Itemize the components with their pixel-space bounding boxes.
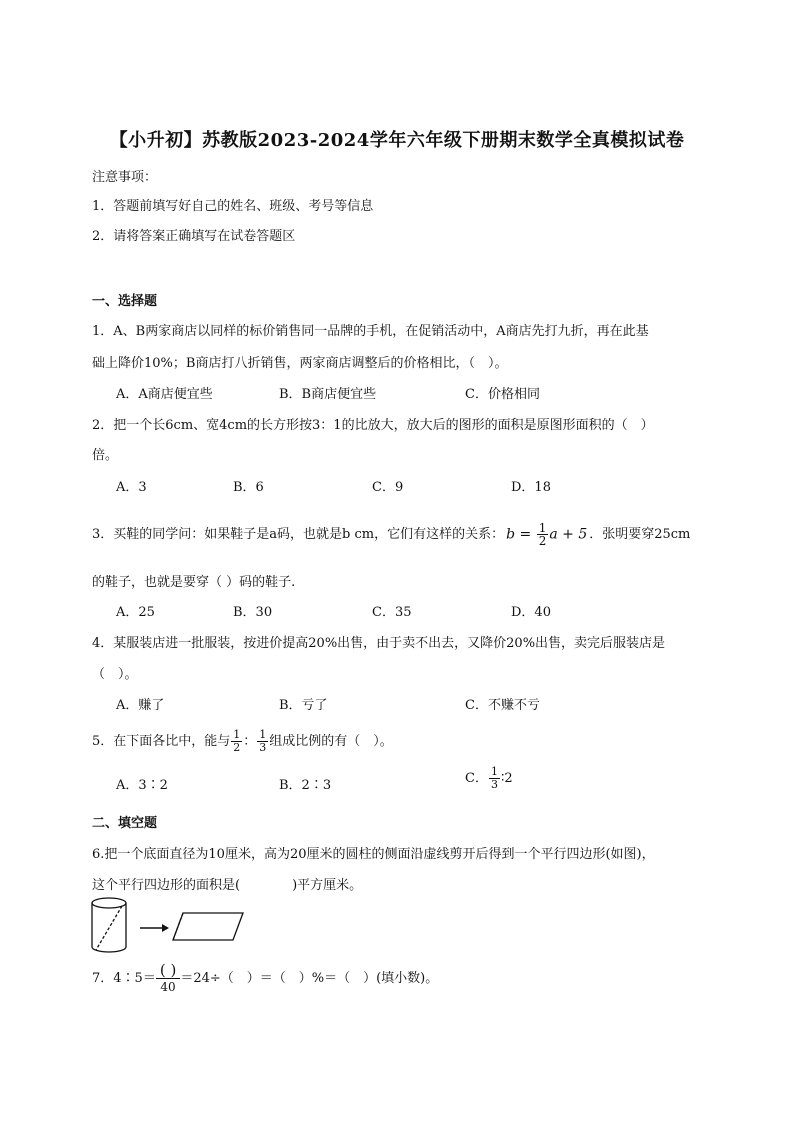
q4-line1: 4．某服装店进一批服装，按进价提高20%出售，由于卖不出去，又降价20%出售，卖完后服装店是 [92, 636, 666, 651]
section-heading-choice: 一、选择题 [92, 294, 158, 309]
q7-fraction [156, 962, 180, 995]
q5-option-c[interactable] [465, 766, 513, 791]
q3-formula-lhs: b [506, 526, 516, 543]
q5-option-b[interactable]: B．2∶3 [279, 778, 332, 793]
q5-line [92, 729, 393, 754]
q3-option-a[interactable]: A．25 [116, 605, 155, 620]
q5-fraction-2 [257, 729, 268, 754]
q1-option-b[interactable]: B．B商店便宜些 [279, 387, 377, 402]
q5-option-c-fraction [489, 766, 500, 791]
q5-post: 组成比例的有（ ）。 [269, 734, 393, 749]
q1-line1: 1．A、B两家商店以同样的标价销售同一品牌的手机，在促销活动中，A商店先打九折，再在此基 [92, 324, 649, 339]
q5-f2-num: 1 [259, 728, 267, 741]
q5-colon: ： [243, 734, 257, 749]
q5-option-a[interactable]: A．3∶2 [116, 778, 168, 793]
q4-option-a[interactable]: A．赚了 [116, 698, 165, 713]
q2-line1: 2．把一个长6cm、宽4cm的长方形按3：1的比放大，放大后的图形的面积是原图形面积的（ ） [92, 418, 654, 433]
q2-option-c[interactable]: C．9 [372, 480, 404, 495]
q3-formula-fraction [537, 522, 549, 547]
q7-fraction-den: 40 [160, 980, 176, 994]
q5-optc-den: 3 [490, 778, 498, 791]
q5-pre: 5．在下面各比中，能与 [92, 734, 231, 749]
section-heading-fill: 二、填空题 [92, 816, 158, 831]
q7-fraction-num[interactable]: ( ) [156, 962, 180, 979]
q3-formula-eq: = [515, 526, 536, 543]
note-item-1: 1．答题前填写好自己的姓名、班级、考号等信息 [92, 199, 374, 214]
page-title: 【小升初】苏教版2023-2024学年六年级下册期末数学全真模拟试卷 [109, 130, 685, 151]
q2-line2: 倍。 [92, 448, 119, 463]
q3-line2: 的鞋子，也就是要穿（ ）码的鞋子. [92, 575, 296, 590]
q5-optc-num: 1 [490, 765, 498, 778]
q3-formula-rhs: a + 5 [549, 526, 588, 543]
notes-heading: 注意事项： [92, 170, 158, 185]
q1-option-a[interactable]: A．A商店便宜些 [116, 387, 213, 402]
q5-f2-den: 3 [259, 741, 267, 754]
q1-line2: 础上降价10%；B商店打八折销售，两家商店调整后的价格相比，（ ）。 [92, 356, 508, 371]
q5-fraction-1 [231, 729, 242, 754]
cylinder-to-parallelogram-figure [88, 895, 248, 957]
q3-line1-pre: 3．买鞋的同学问：如果鞋子是a码，也就是b cm，它们有这样的关系： [92, 527, 505, 542]
q3-formula-den: 2 [538, 534, 547, 548]
q3-option-d[interactable]: D．40 [511, 605, 551, 620]
q4-option-c[interactable]: C．不赚不亏 [465, 698, 540, 713]
q3-line1 [92, 522, 690, 547]
q7-pre: 7．4∶5＝ [92, 971, 156, 986]
q1-option-c[interactable]: C．价格相同 [465, 387, 540, 402]
q5-option-c-post: ∶2 [500, 771, 513, 786]
q7-line [92, 962, 438, 995]
q3-formula-num: 1 [538, 521, 547, 535]
q3-option-c[interactable]: C．35 [372, 605, 412, 620]
q6-line2: 这个平行四边形的面积是( )平方厘米。 [92, 878, 363, 893]
q2-option-d[interactable]: D．18 [511, 480, 551, 495]
note-item-2: 2．请将答案正确填写在试卷答题区 [92, 229, 296, 244]
q5-option-c-pre: C． [465, 771, 488, 786]
q3-formula [506, 522, 587, 547]
q2-option-b[interactable]: B．6 [233, 480, 264, 495]
q6-line1: 6.把一个底面直径为10厘米，高为20厘米的圆柱的侧面沿虚线剪开后得到一个平行四边形(如图)， [92, 847, 655, 862]
q2-option-a[interactable]: A．3 [116, 480, 147, 495]
q5-f1-den: 2 [233, 741, 241, 754]
q7-post: ＝24÷（ ）＝（ ）%＝（ ）(填小数)。 [180, 971, 439, 986]
q3-option-b[interactable]: B．30 [233, 605, 273, 620]
q4-line2: （ ）。 [92, 667, 138, 682]
q5-f1-num: 1 [233, 728, 241, 741]
q4-option-b[interactable]: B．亏了 [279, 698, 328, 713]
q3-line1-post: ．张明要穿25cm [589, 527, 691, 542]
